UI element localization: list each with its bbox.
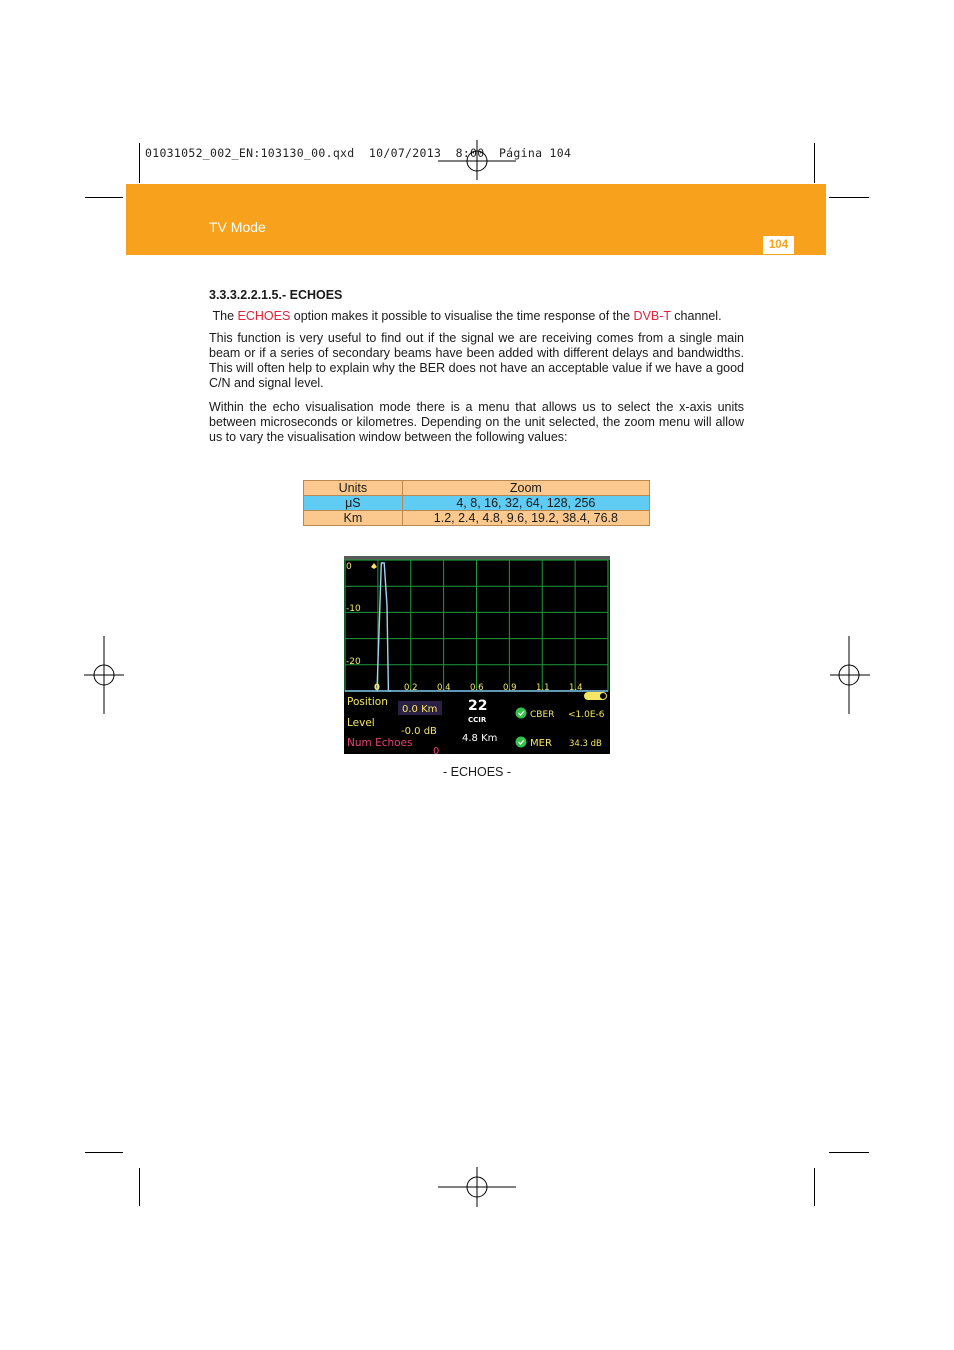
x-tick-label: 0 <box>374 683 380 693</box>
crop-mark <box>814 143 815 183</box>
registration-mark-top <box>438 140 516 180</box>
num-echoes-label: Num Echoes <box>347 737 413 749</box>
menu-paragraph: Within the echo visualisation mode there is a menu that allows us to select the x-axis units between microseconds or kilometres. Depending on the unit selected, the zoom menu will allow us to vary the visualisation window between the following values: <box>209 400 744 444</box>
mer-value: 34.3 dB <box>569 739 602 749</box>
text-run: The <box>209 309 238 323</box>
registration-mark-left <box>84 636 124 714</box>
range-value: 4.8 Km <box>462 733 498 744</box>
dvbt-term: DVB-T <box>633 309 671 323</box>
num-echoes-value: 0 <box>433 746 440 754</box>
registration-mark-right <box>830 636 870 714</box>
table-cell: 4, 8, 16, 32, 64, 128, 256 <box>402 496 649 511</box>
registration-mark-bottom <box>438 1167 516 1207</box>
echoes-term: ECHOES <box>237 309 291 323</box>
zoom-table <box>303 480 650 526</box>
x-tick-label: 0.6 <box>470 683 484 693</box>
crop-mark <box>814 1168 815 1206</box>
level-value: -0.0 dB <box>401 726 437 737</box>
table-cell: μS <box>304 496 403 511</box>
mer-check-icon <box>516 737 527 748</box>
x-tick-label: 1.4 <box>569 683 583 693</box>
position-value: 0.0 Km <box>402 704 438 715</box>
echoes-screen-svg <box>344 556 610 754</box>
y-tick-label: 0 <box>346 562 352 572</box>
y-tick-label: -20 <box>346 657 361 667</box>
table-row <box>304 496 650 511</box>
position-label: Position <box>347 696 388 708</box>
echoes-screen <box>344 556 610 754</box>
cber-label: CBER <box>530 710 555 720</box>
intro-paragraph <box>209 309 744 324</box>
text-run: option makes it possible to visualise the time response of the <box>290 309 634 323</box>
crop-mark <box>85 1152 123 1153</box>
crop-mark <box>139 143 140 183</box>
x-tick-label: 0.2 <box>404 683 418 693</box>
x-tick-label: 0.9 <box>503 683 517 693</box>
level-label: Level <box>347 717 375 729</box>
page-number: 104 <box>763 236 794 254</box>
crop-mark <box>829 197 869 198</box>
cber-value: <1.0E-6 <box>568 710 605 720</box>
text-run: channel. <box>670 309 722 323</box>
cber-check-icon <box>516 708 527 719</box>
crop-mark <box>85 197 123 198</box>
y-tick-label: -10 <box>346 604 361 614</box>
battery-icon-knob <box>600 693 607 700</box>
page-header-title: TV Mode <box>209 219 266 235</box>
function-paragraph: This function is very useful to find out if the signal we are receiving comes from a single main beam or if a series of secondary beams have been added with different delays and bandwidths. This will often help to explain why the BER does not have an acceptable value if we have a good C/N and signal level. <box>209 331 744 390</box>
y-axis-labels <box>346 562 361 667</box>
figure-caption: - ECHOES - <box>442 765 512 779</box>
channel-number: 22 <box>468 698 488 714</box>
print-info: 01031052_002_EN:103130_00.qxd 10/07/2013 8:00 Página 104 <box>145 146 572 160</box>
table-header-cell: Zoom <box>402 481 649 496</box>
table-row <box>304 511 650 526</box>
table-header-row <box>304 481 650 496</box>
mer-label: MER <box>530 738 552 749</box>
table-header-cell: Units <box>304 481 403 496</box>
section-title: 3.3.3.2.2.1.5.- ECHOES <box>209 288 343 302</box>
table-cell: Km <box>304 511 403 526</box>
x-tick-label: 0.4 <box>437 683 451 693</box>
crop-mark <box>139 1168 140 1206</box>
echo-trace <box>377 563 391 691</box>
table-cell: 1.2, 2.4, 4.8, 9.6, 19.2, 38.4, 76.8 <box>402 511 649 526</box>
crop-mark <box>829 1152 869 1153</box>
marker-icon <box>371 563 377 569</box>
echo-grid <box>345 560 608 691</box>
x-tick-label: 1.1 <box>536 683 550 693</box>
channel-standard: CCIR <box>468 716 487 724</box>
